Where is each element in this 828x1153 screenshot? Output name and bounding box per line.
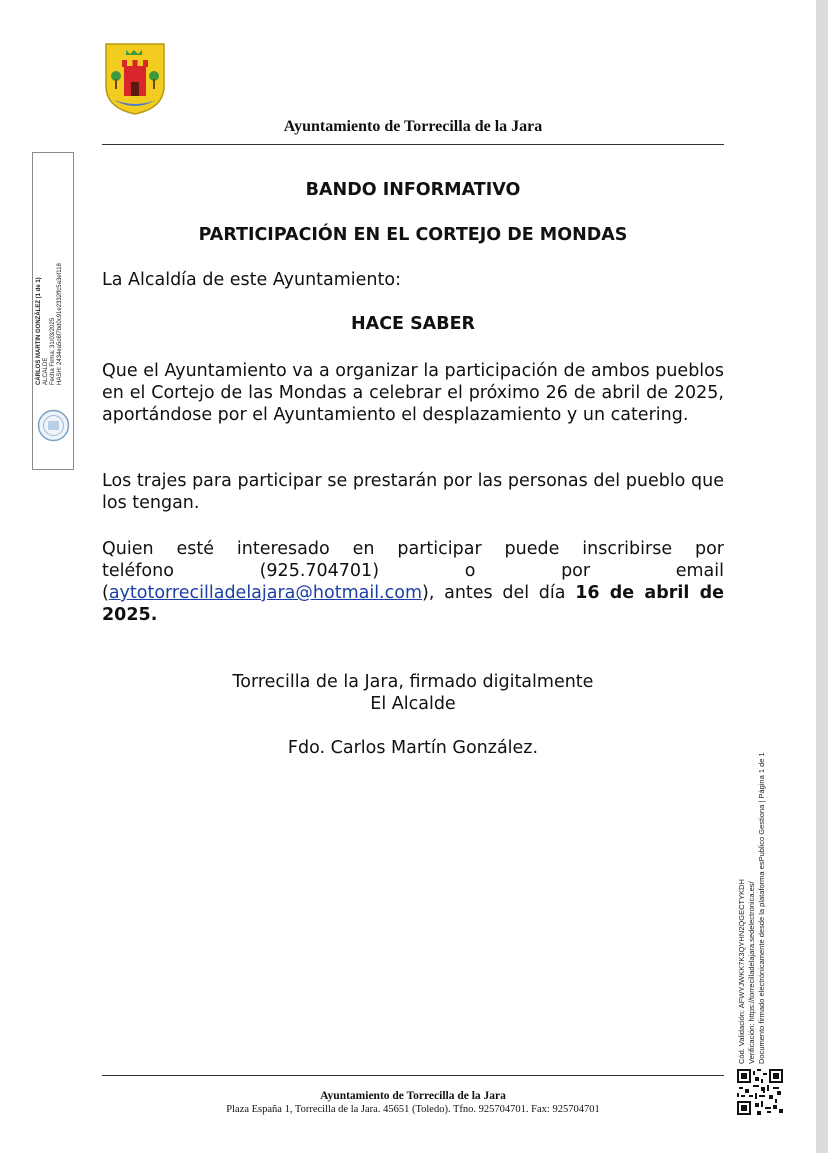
deadline-prefix: ), antes del día — [422, 583, 576, 603]
deadline-date: 16 de abril de 2025. — [102, 583, 724, 625]
stamp-date: Fecha Firma: 31/03/2025 — [50, 317, 56, 385]
validation-url: Verificación: https://torrecilladelajara.sedelectronica.es/ — [747, 881, 756, 1064]
or-word: o — [464, 561, 476, 581]
page-edge — [816, 0, 828, 1153]
paragraph-organization: Que el Ayuntamiento va a organizar la participación de ambos pueblos en el Cortejo de las Mondas a celebrar el próximo 26 de abril de 2025, aportándose por el Ayuntamiento el desplazamiento y un catering. — [102, 361, 724, 425]
closing-place: Torrecilla de la Jara, firmado digitalmente — [232, 672, 594, 692]
stamp-hash: HASH: 2434ea5c6f7bd0c91e2332ffc5a3ef118 — [57, 263, 63, 385]
validation-text — [737, 714, 767, 1064]
stamp-role: ALCALDE — [43, 357, 49, 385]
document-subtitle: PARTICIPACIÓN EN EL CORTEJO DE MONDAS — [198, 225, 628, 245]
registration-line-1: Quien esté interesado en participar puede inscribirse por — [102, 539, 724, 559]
footer-divider — [102, 1075, 724, 1076]
closing-role: El Alcalde — [370, 694, 456, 714]
document-title: BANDO INFORMATIVO — [305, 180, 521, 200]
registration-line-3 — [102, 583, 724, 625]
document-intro: La Alcaldía de este Ayuntamiento: — [102, 270, 401, 290]
paragraph-registration — [102, 538, 724, 626]
stamp-signer: CARLOS MARTIN GONZÁLEZ (1 de 1) — [36, 277, 42, 385]
footer-address: Plaza España 1, Torrecilla de la Jara. 45651 (Toledo). Tfno. 925704701. Fax: 925704701 — [226, 1104, 600, 1115]
header-organization: Ayuntamiento de Torrecilla de la Jara — [283, 118, 543, 135]
open-paren: ( — [102, 583, 109, 603]
phone-number: (925.704701) — [259, 561, 380, 581]
validation-generated: Documento firmado electrónicamente desde la plataforma esPublico Gestiona | Página 1 de 1 — [757, 752, 766, 1064]
validation-code: Cód. Validación: AFWYJWKK7K3QYHN2QGECTYKDH — [737, 879, 746, 1064]
closing-signature: Fdo. Carlos Martín González. — [287, 738, 539, 758]
email-link[interactable]: aytotorrecilladelajara@hotmail.com — [108, 583, 422, 603]
municipal-crest-icon — [104, 42, 166, 116]
footer-organization: Ayuntamiento de Torrecilla de la Jara — [320, 1090, 506, 1102]
by-word: por — [561, 561, 591, 581]
header-divider — [102, 144, 724, 145]
email-word: email — [675, 561, 724, 581]
digital-seal-icon — [37, 409, 70, 442]
phone-label: teléfono — [102, 561, 174, 581]
paragraph-costumes: Los trajes para participar se prestarán por las personas del pueblo que los tengan. — [102, 471, 724, 513]
signature-stamp-text — [36, 105, 64, 385]
announcement-heading: HACE SABER — [351, 314, 475, 334]
qr-code-icon — [737, 1069, 783, 1115]
registration-line-2 — [102, 560, 724, 582]
